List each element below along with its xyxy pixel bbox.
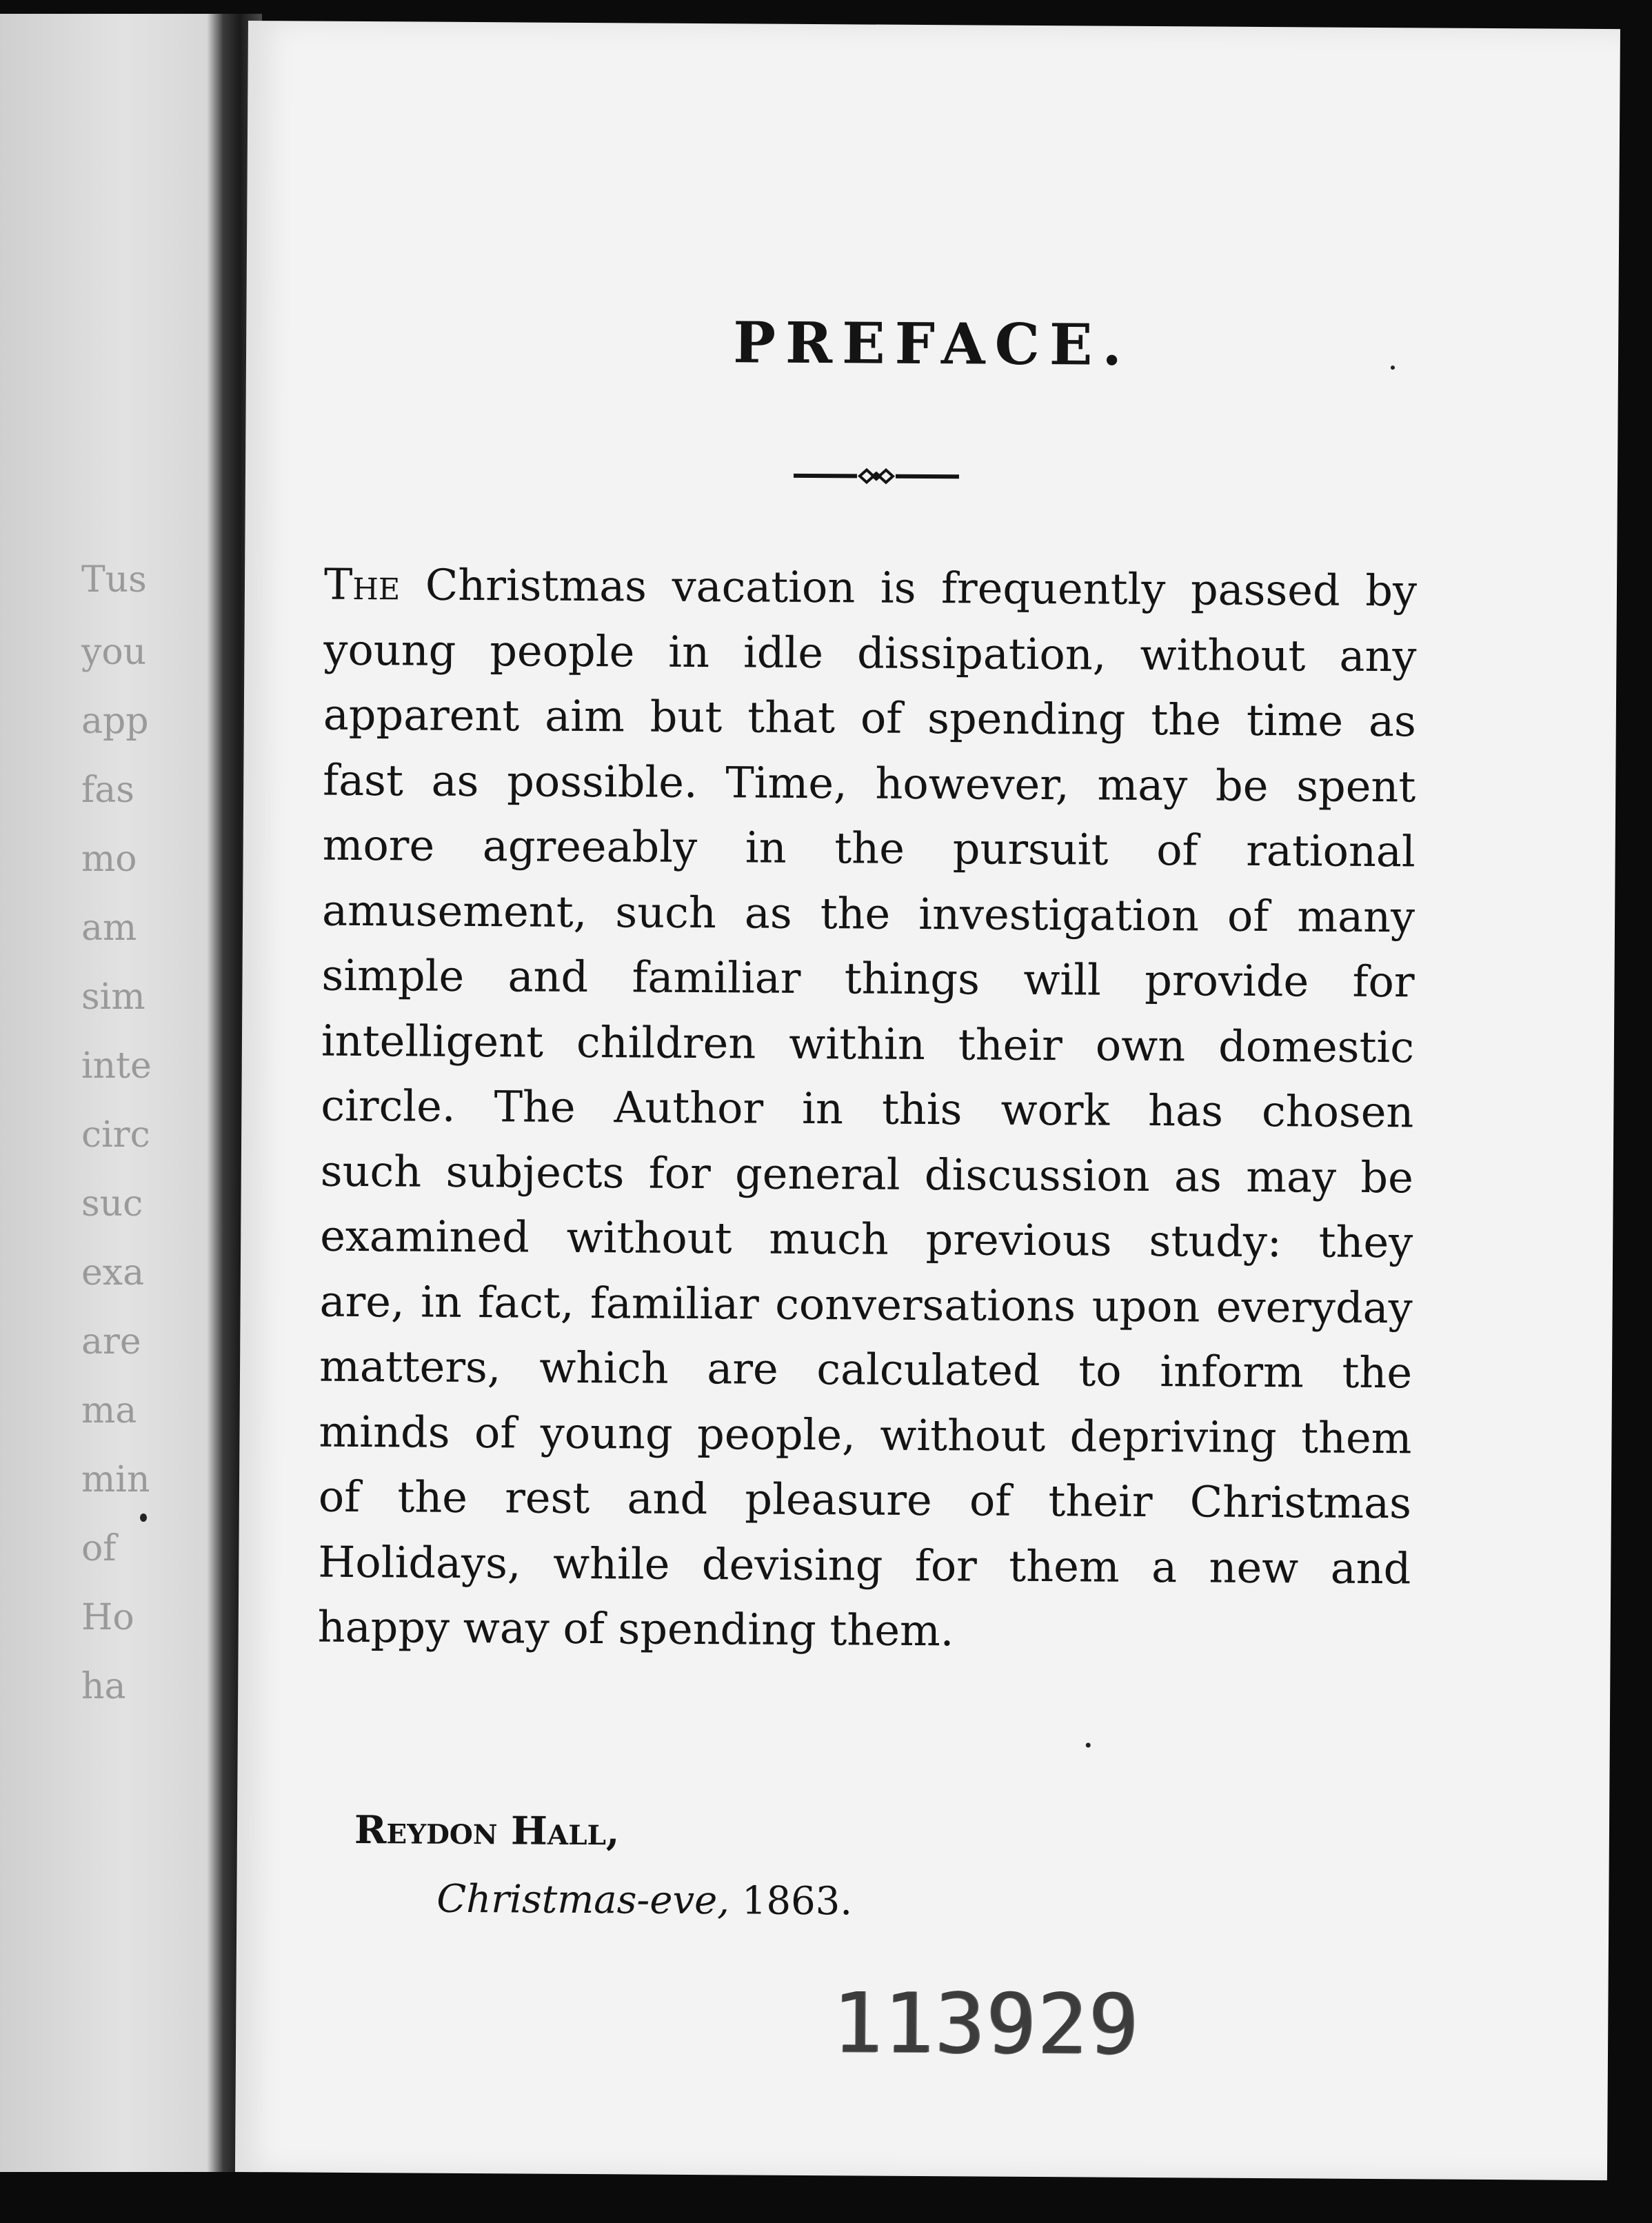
text-line: young people in idle dissipation, without any <box>323 624 1417 681</box>
preface-page <box>235 21 1620 2180</box>
bleed-text: are <box>81 1321 141 1362</box>
text-line: matters, which are calculated to inform the <box>319 1340 1413 1398</box>
previous-page-edge <box>0 14 228 2172</box>
text-line: intelligent children within their own domestic <box>321 1015 1415 1072</box>
signature-date <box>436 1877 852 1924</box>
line-rest: Christmas vacation is frequently passed by <box>400 559 1418 616</box>
paper-speck <box>1391 365 1395 370</box>
bleed-text: inte <box>81 1045 152 1087</box>
divider-ornament-icon <box>794 465 959 487</box>
signature-place: Reydon Hall, <box>354 1807 620 1855</box>
text-line: circle. The Author in this work has chosen <box>321 1080 1414 1138</box>
paper-speck <box>1086 1742 1091 1747</box>
bleed-text: app <box>81 701 149 742</box>
accession-stamp: 113929 <box>832 1975 1140 2073</box>
bleed-text: of <box>81 1528 117 1569</box>
bleed-text: circ <box>81 1114 150 1156</box>
bleed-text: fas <box>81 770 134 811</box>
text-line: of the rest and pleasure of their Christmas <box>318 1471 1412 1529</box>
bleed-text: ma <box>81 1390 137 1431</box>
page-title: PREFACE. <box>733 310 1132 379</box>
text-line: apparent aim but that of spending the time as <box>323 689 1417 747</box>
text-line: more agreeably in the pursuit of rational <box>322 819 1416 877</box>
bleed-text: mo <box>81 838 137 880</box>
bleed-text: am <box>81 907 137 949</box>
text-line: fast as possible. Time, however, may be spent <box>323 754 1416 812</box>
text-line: examined without much previous study: they <box>320 1210 1413 1268</box>
bleed-text: you <box>81 632 147 673</box>
paper-speck <box>140 1513 147 1522</box>
bleed-text: exa <box>81 1252 145 1294</box>
bleed-text: suc <box>81 1183 143 1225</box>
bleed-text: Ho <box>81 1597 134 1638</box>
bleed-text: sim <box>81 976 145 1018</box>
bleed-text: ha <box>81 1666 126 1707</box>
lead-word: The <box>323 559 401 610</box>
bleed-text: min <box>81 1459 150 1500</box>
text-line: such subjects for general discussion as may be <box>320 1145 1414 1203</box>
text-line: simple and familiar things will provide for <box>321 949 1415 1007</box>
text-line: Holidays, while devising for them a new and <box>318 1536 1411 1593</box>
signature-year: 1863. <box>729 1878 853 1924</box>
text-line: amusement, such as the investigation of many <box>321 885 1416 942</box>
text-line: happy way of spending them. <box>317 1601 954 1656</box>
preface-body <box>317 552 1417 1667</box>
text-line: are, in fact, familiar conversations upon everyday <box>319 1276 1413 1333</box>
bleed-text: Tus <box>81 559 147 601</box>
text-line <box>324 552 1418 624</box>
text-line: minds of young people, without depriving them <box>319 1406 1412 1463</box>
signature-date-italic: Christmas-eve, <box>436 1876 730 1924</box>
